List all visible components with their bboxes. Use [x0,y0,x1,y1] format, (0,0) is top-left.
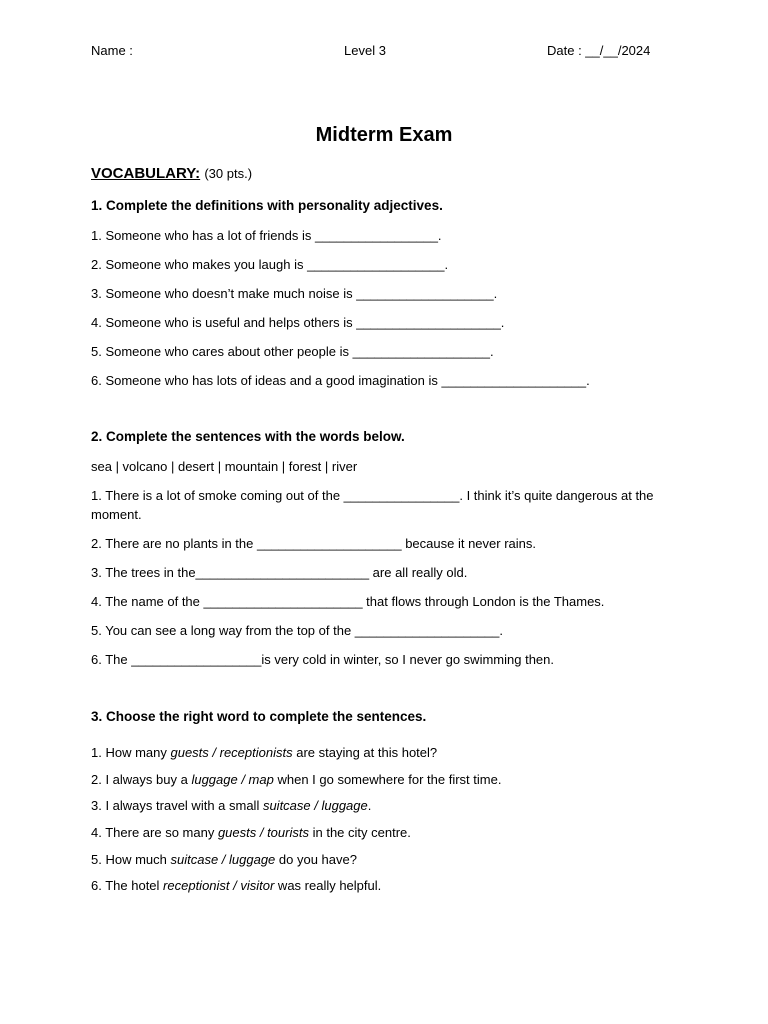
q3-item-choice: luggage / map [191,772,274,787]
q2-item: 5. You can see a long way from the top of the ____________________. [91,623,504,638]
q3-item-text: 2. I always buy a [91,772,192,787]
q3-item-text: 5. How much [91,852,171,867]
q2-title: 2. Complete the sentences with the words below. [91,429,405,444]
page-title: Midterm Exam [315,124,453,146]
q3-item-text: . [367,798,372,813]
q3-item-choice: suitcase / luggage [170,852,276,867]
q1-item: 2. Someone who makes you laugh is ___________________. [91,257,449,272]
date-label: Date : __/__/2024 [547,43,651,58]
q2-item: 6. The __________________is very cold in winter, so I never go swimming then. [91,652,554,667]
q3-item [91,796,691,815]
q3-item-choice: receptionist / visitor [163,878,275,893]
q1-item: 4. Someone who is useful and helps others is ____________________. [91,315,505,330]
section-label: VOCABULARY: [91,165,201,182]
q3-item-text: are staying at this hotel? [292,745,438,760]
q3-item [91,770,691,789]
q1-item: 1. Someone who has a lot of friends is _________________. [91,228,442,243]
q2-word-bank: sea | volcano | desert | mountain | forest | river [91,459,358,474]
q1-item: 5. Someone who cares about other people is ___________________. [91,344,494,359]
q2-item: 2. There are no plants in the ____________________ because it never rains. [91,536,536,551]
q1-title: 1. Complete the definitions with personality adjectives. [91,198,443,213]
q3-item-choice: guests / receptionists [170,745,293,760]
q3-title: 3. Choose the right word to complete the sentences. [91,709,427,724]
q3-item [91,743,691,762]
q3-item-text: in the city centre. [308,825,411,840]
q2-item: 1. There is a lot of smoke coming out of the ________________. I think it’s quite dangerous at the moment. [91,488,654,522]
q3-item-text: 3. I always travel with a small [91,798,263,813]
section-points: (30 pts.) [204,166,253,181]
q3-item-choice: suitcase / luggage [262,798,368,813]
q3-item-text: when I go somewhere for the first time. [273,772,502,787]
name-label: Name : [91,43,133,58]
q1-item: 3. Someone who doesn’t make much noise is ___________________. [91,286,498,301]
q3-item [91,876,691,895]
q3-item-text: was really helpful. [274,878,382,893]
q3-item-text: 1. How many [91,745,171,760]
q3-item [91,850,691,869]
q3-item-text: do you have? [275,852,357,867]
q2-item: 4. The name of the ______________________ that flows through London is the Thames. [91,594,605,609]
level-label: Level 3 [344,43,386,58]
q3-item-choice: guests / tourists [217,825,309,840]
section-heading [91,165,252,182]
q2-item: 3. The trees in the________________________ are all really old. [91,565,468,580]
q3-item-text: 6. The hotel [91,878,164,893]
q3-item-text: 4. There are so many [91,825,218,840]
q1-item: 6. Someone who has lots of ideas and a good imagination is ____________________. [91,373,590,388]
q3-item [91,823,691,842]
